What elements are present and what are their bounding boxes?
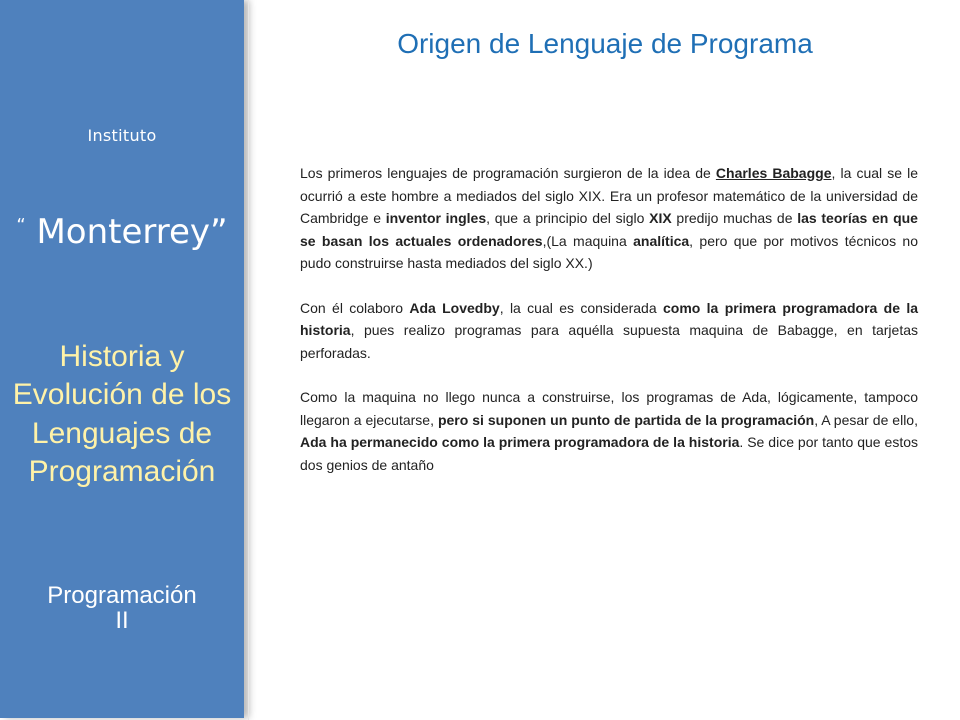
text-span: , la cual se le ocurrió a este hombre a mediados del siglo XIX. Era un profesor matemático de la universidad de Cambridge e [300,165,918,226]
page-title: Origen de Lenguaje de Programa [397,28,813,59]
bold-text: Ada ha permanecido como la primera programadora de la historia [300,434,740,450]
bold-text: las teorías en que se basan los actuales ordenadores [300,210,918,249]
subject-title [0,583,244,633]
text-span: , pero que por motivos técnicos no pudo construirse hasta mediados del siglo XX.) [300,232,919,271]
paragraph-3 [300,386,918,476]
text-span: ,(La maquina [542,232,634,249]
text-span: , A pesar de ello, [814,411,918,428]
sidebar-divider [248,0,249,720]
paragraph-2 [300,297,918,365]
subject-line-2: II [115,607,129,635]
bold-text: inventor ingles [385,210,487,226]
text-span: . Se dice por tanto que estos dos genios de antaño [300,434,918,473]
text-span: , que a principio del siglo [486,210,650,226]
institute-label: Instituto [87,126,157,145]
subject-line-1: Programación [47,582,197,609]
text-span: predijo muchas de [671,210,798,226]
bold-text: analítica [633,232,690,249]
text-span: Como la maquina no llego nunca a construirse, los programas de Ada, lógicamente, tampoco llegaron a ejecutarse, [300,389,918,428]
city-open-quote: “ [16,215,26,236]
city-name: Monterrey” [36,212,228,252]
paragraph-1 [300,162,918,275]
text-span: Con él colaboro [300,299,410,316]
institute-city [0,212,244,252]
course-title: Historia y Evolución de los Lenguajes de Programación [12,340,232,489]
sidebar-panel [0,0,244,718]
text-span: , la cual es considerada [499,299,663,316]
bold-text: como la primera programadora de la historia [300,299,919,338]
text-span: , pues realizo programas para aquélla supuesta maquina de Babagge, en tarjetas perforadas. [300,322,918,361]
bold-underlined-text: Charles Babagge [715,165,832,181]
text-span: Los primeros lenguajes de programación surgieron de la idea de [300,165,716,181]
bold-text: pero si suponen un punto de partida de la programación [437,411,815,428]
content-body [300,162,918,498]
bold-text: XIX [649,210,672,226]
bold-text: Ada Lovedby [409,299,500,316]
